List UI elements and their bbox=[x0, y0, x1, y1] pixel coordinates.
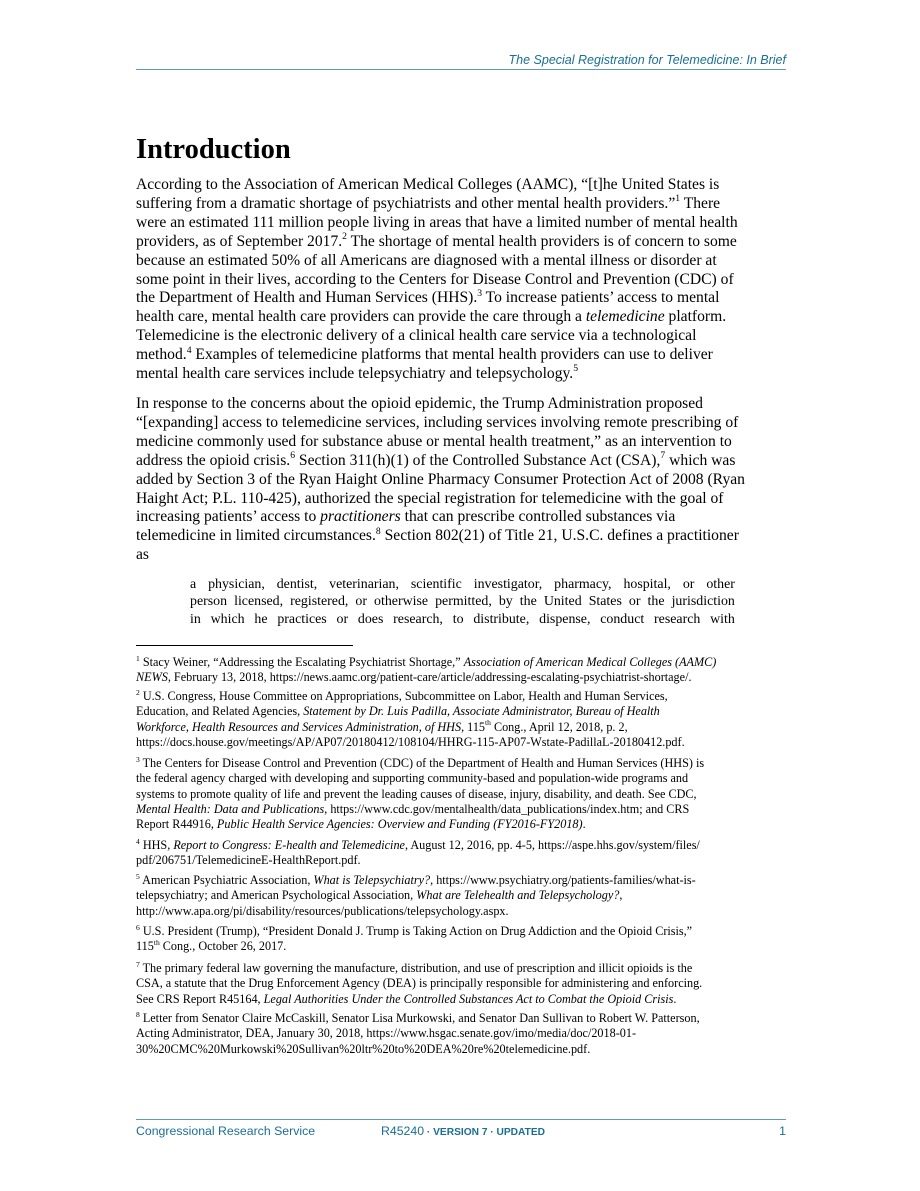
footnote-7: $^7$ The primary federal law governing the manufacture, distribution, and use of prescription and illicit opioids is the CSA, a statute that the Drug Enforcement Agency (DEA) is principally responsible for administering and enforcing. See CRS Report R45164, Legal Authorities Under the Controlled Substances Act to Combat the Opioid Crisis. bbox=[136, 959, 703, 1006]
quote-word: permitted, bbox=[435, 594, 492, 610]
quote-word: he bbox=[254, 611, 268, 627]
text-line: According to the Association of American Medical Colleges (AAMC), “[t]he United States is bbox=[136, 176, 720, 193]
footnote-ref[interactable]: 6 bbox=[290, 450, 296, 462]
footnote-number: 6 bbox=[136, 922, 140, 932]
text-line: mental health care services include telepsychiatry and telepsychology.$^5$ bbox=[136, 363, 579, 383]
quote-line bbox=[190, 611, 735, 628]
quote-word: physician, bbox=[208, 577, 265, 592]
quote-word: dispense, bbox=[539, 611, 591, 627]
text-line: the Department of Health and Human Services (HHS).$^3$ To increase patients’ access to mental bbox=[136, 287, 720, 307]
footnote-ref[interactable]: 8 bbox=[375, 525, 381, 537]
quote-word: dentist, bbox=[276, 577, 318, 592]
quote-word: conduct bbox=[600, 611, 645, 627]
text-line: as bbox=[136, 546, 149, 564]
running-header-title: The Special Registration for Telemedicine: In Brief bbox=[508, 53, 786, 67]
text-line: telemedicine in limited circumstances.$^8$ Section 802(21) of Title 21, U.S.C. defines a practitioner bbox=[136, 525, 739, 545]
text-line: were an estimated 111 million people living in areas that have a limited number of mental health bbox=[136, 213, 738, 231]
quote-word: to bbox=[452, 611, 464, 627]
quote-word: licensed, bbox=[234, 594, 284, 610]
quote-word: the bbox=[519, 594, 537, 610]
ordinal-suffix: th bbox=[485, 718, 491, 728]
text-line: address the opioid crisis.$^6$ Section 311(h)(1) of the Controlled Substance Act (CSA),$^7$ which was bbox=[136, 450, 736, 469]
page-number: 1 bbox=[779, 1124, 786, 1138]
footnote-5: $^5$ American Psychiatric Association, What is Telepsychiatry?, https://www.psychiatry.org/patients-families/what-is- telepsychiatry; and American Psychological Association, What are Telehealth and Telepsychology?, http://www.apa.org/pi/disability/resources/publications/telepsychology.aspx. bbox=[136, 871, 696, 918]
quote-word: registered, bbox=[290, 594, 349, 610]
quote-word: a bbox=[190, 577, 197, 592]
paragraph-introduction-1 bbox=[136, 176, 796, 384]
citation-title: Public Health Service Agencies: Overview and Funding (FY2016-FY2018) bbox=[216, 817, 583, 832]
citation-title: NEWS bbox=[136, 670, 168, 685]
quote-line bbox=[190, 593, 735, 610]
citation-title: Mental Health: Data and Publications bbox=[136, 801, 325, 816]
text-line: suffering from a dramatic shortage of psychiatrists and other mental health providers.”$^1$ There bbox=[136, 193, 721, 212]
footnote-2: $^2$ U.S. Congress, House Committee on Appropriations, Subcommittee on Labor, Health and Human Services, Education, and Related Agencies, Statement by Dr. Luis Padilla, Associate Administrator, Bureau of Health Workforce, Health Resources and Services Administration, of HHS, 115th Cong., April 12, 2018, p. 2, https://docs.house.gov/meetings/AP/AP07/20180412/108104/HHRG-115-AP07-Wstate-PadillaL-20180412.pdf. bbox=[136, 687, 685, 749]
text-line: providers, as of September 2017.$^2$ The shortage of mental health providers is of concern to some bbox=[136, 231, 737, 250]
quote-word: practices bbox=[277, 611, 327, 627]
footnote-ref[interactable]: 3 bbox=[477, 287, 483, 299]
text-line: In response to the concerns about the opioid epidemic, the Trump Administration proposed bbox=[136, 395, 703, 412]
footnote-ref[interactable]: 1 bbox=[675, 193, 681, 205]
quote-word: or bbox=[336, 611, 349, 627]
quote-word: investigator, bbox=[473, 577, 543, 592]
footnote-separator bbox=[136, 645, 353, 646]
text-line: Haight Act; P.L. 110-425), authorized the special registration for telemedicine with the goal of bbox=[136, 489, 724, 507]
footnote-number: 5 bbox=[136, 871, 140, 881]
footer-publisher: Congressional Research Service bbox=[136, 1124, 316, 1138]
quote-word: person bbox=[190, 594, 228, 610]
footnote-6: $^6$ U.S. President (Trump), “President Donald J. Trump is Taking Action on Drug Addiction and the Opioid Crisis,” 115th Cong., October 26, 2017. bbox=[136, 922, 693, 954]
quote-word: or bbox=[355, 594, 367, 610]
emphasis-term: practitioners bbox=[320, 508, 401, 526]
citation-title: Association of American Medical Colleges (AAMC) bbox=[463, 655, 717, 669]
quote-word: does bbox=[357, 611, 384, 627]
version-label: · VERSION 7 · UPDATED bbox=[424, 1127, 546, 1138]
quote-word: otherwise bbox=[374, 594, 429, 610]
quote-word: United bbox=[543, 594, 582, 610]
footnote-ref[interactable]: 4 bbox=[186, 344, 192, 356]
footer-report-id bbox=[381, 1124, 545, 1138]
text-line: “[expanding] access to telemedicine services, including services involving remote prescribing of bbox=[136, 413, 739, 431]
footnote-number: 2 bbox=[136, 687, 140, 697]
footnote-number: 1 bbox=[136, 653, 140, 663]
citation-title: What are Telehealth and Telepsychology? bbox=[416, 888, 620, 903]
quote-word: hospital, bbox=[623, 577, 671, 592]
quote-word: research bbox=[654, 611, 701, 627]
footnote-number: 7 bbox=[136, 959, 140, 969]
section-title: Introduction bbox=[136, 134, 291, 165]
footnote-ref[interactable]: 7 bbox=[660, 450, 666, 462]
footnote-ref[interactable]: 2 bbox=[342, 231, 347, 243]
text-line: method.$^4$ Examples of telemedicine platforms that mental health providers can use to deliver bbox=[136, 344, 713, 364]
citation-title: Statement by Dr. Luis Padilla, Associate Administrator, Bureau of Health bbox=[303, 704, 660, 719]
citation-title: Legal Authorities Under the Controlled Substances Act to Combat the Opioid Crisis bbox=[263, 991, 674, 1006]
quote-word: other bbox=[706, 577, 735, 592]
text-line: medicine commonly used for substance abuse or mental health treatment,” as an intervention to bbox=[136, 432, 732, 450]
quote-word: pharmacy, bbox=[554, 577, 612, 592]
quote-word: jurisdiction bbox=[671, 594, 735, 610]
quote-word: States bbox=[588, 594, 622, 610]
citation-title: Workforce, Health Resources and Services Administration, of HHS bbox=[136, 719, 462, 734]
footer-divider bbox=[136, 1119, 786, 1120]
text-line: added by Section 3 of the Ryan Haight Online Pharmacy Consumer Protection Act of 2008 (Ryan bbox=[136, 470, 745, 488]
quote-word: or bbox=[682, 577, 695, 592]
quote-word: research, bbox=[393, 611, 443, 627]
header-divider bbox=[136, 69, 786, 70]
footnote-3: $^3$ The Centers for Disease Control and Prevention (CDC) of the Department of Health and Human Services (HHS) is the federal agency charged with developing and supporting community-based and population-wide programs and systems to promote quality of life and prevent the leading causes of disease, injury, disability, and death. See CDC, Mental Health: Data and Publications, https://www.cdc.gov/mentalhealth/data_publications/index.htm; and CRS Report R44916, Public Health Service Agencies: Overview and Funding (FY2016-FY2018). bbox=[136, 754, 705, 832]
footnote-number: 3 bbox=[136, 754, 140, 764]
quote-word: veterinarian, bbox=[329, 577, 399, 592]
citation-title: Report to Congress: E-health and Telemedicine bbox=[173, 838, 405, 852]
text-line: increasing patients’ access to practitioners that can prescribe controlled substances via bbox=[136, 508, 676, 526]
text-line: some point in their lives, according to the Centers for Disease Control and Prevention (CDC) of bbox=[136, 270, 734, 288]
quote-word: by bbox=[498, 594, 513, 610]
paragraph-introduction-2 bbox=[136, 395, 796, 565]
footnote-ref[interactable]: 5 bbox=[573, 363, 579, 375]
quote-word: distribute, bbox=[473, 611, 530, 627]
quote-word: scientific bbox=[410, 577, 462, 592]
citation-title: What is Telepsychiatry? bbox=[313, 873, 431, 887]
quote-word: with bbox=[710, 611, 735, 627]
quote-line bbox=[190, 576, 735, 593]
quote-word: or bbox=[628, 594, 641, 610]
quote-word: which bbox=[210, 611, 245, 627]
ordinal-suffix: th bbox=[153, 937, 160, 947]
footnote-8: $^8$ Letter from Senator Claire McCaskill, Senator Lisa Murkowski, and Senator Dan Sullivan to Robert W. Patterson, Acting Administrator, DEA, January 30, 2018, https://www.hsgac.senate.gov/imo/media/doc/2018-01- 30%20CMC%20Murkowski%20Sullivan%20ltr%20to%20DEA%20re%20telemedicine.pdf. bbox=[136, 1009, 700, 1056]
footnote-number: 4 bbox=[136, 836, 140, 846]
report-number: R45240 bbox=[381, 1124, 425, 1138]
footnote-4: $^4$ HHS, Report to Congress: E-health and Telemedicine, August 12, 2016, pp. 4-5, https://aspe.hhs.gov/system/files/ pdf/206751/TelemedicineE-HealthReport.pdf. bbox=[136, 836, 700, 868]
footnote-1: $^1$ Stacy Weiner, “Addressing the Escalating Psychiatrist Shortage,” Association of American Medical Colleges (AAMC) NEWS, February 13, 2018, https://news.aamc.org/patient-care/article/addressing-escalating-psychiatrist-shortage/. bbox=[136, 653, 717, 685]
text-line: Telemedicine is the electronic delivery of a clinical health care service via a technological bbox=[136, 327, 697, 345]
quote-word: in bbox=[190, 611, 201, 627]
block-quote bbox=[190, 576, 735, 628]
footnote-number: 8 bbox=[136, 1009, 140, 1019]
emphasis-term: telemedicine bbox=[585, 308, 665, 326]
quote-word: the bbox=[647, 594, 665, 610]
text-line: health care, mental health care providers can provide the care through a telemedicine platform. bbox=[136, 308, 727, 326]
text-line: because an estimated 50% of all Americans are diagnosed with a mental illness or disorder at bbox=[136, 251, 717, 269]
